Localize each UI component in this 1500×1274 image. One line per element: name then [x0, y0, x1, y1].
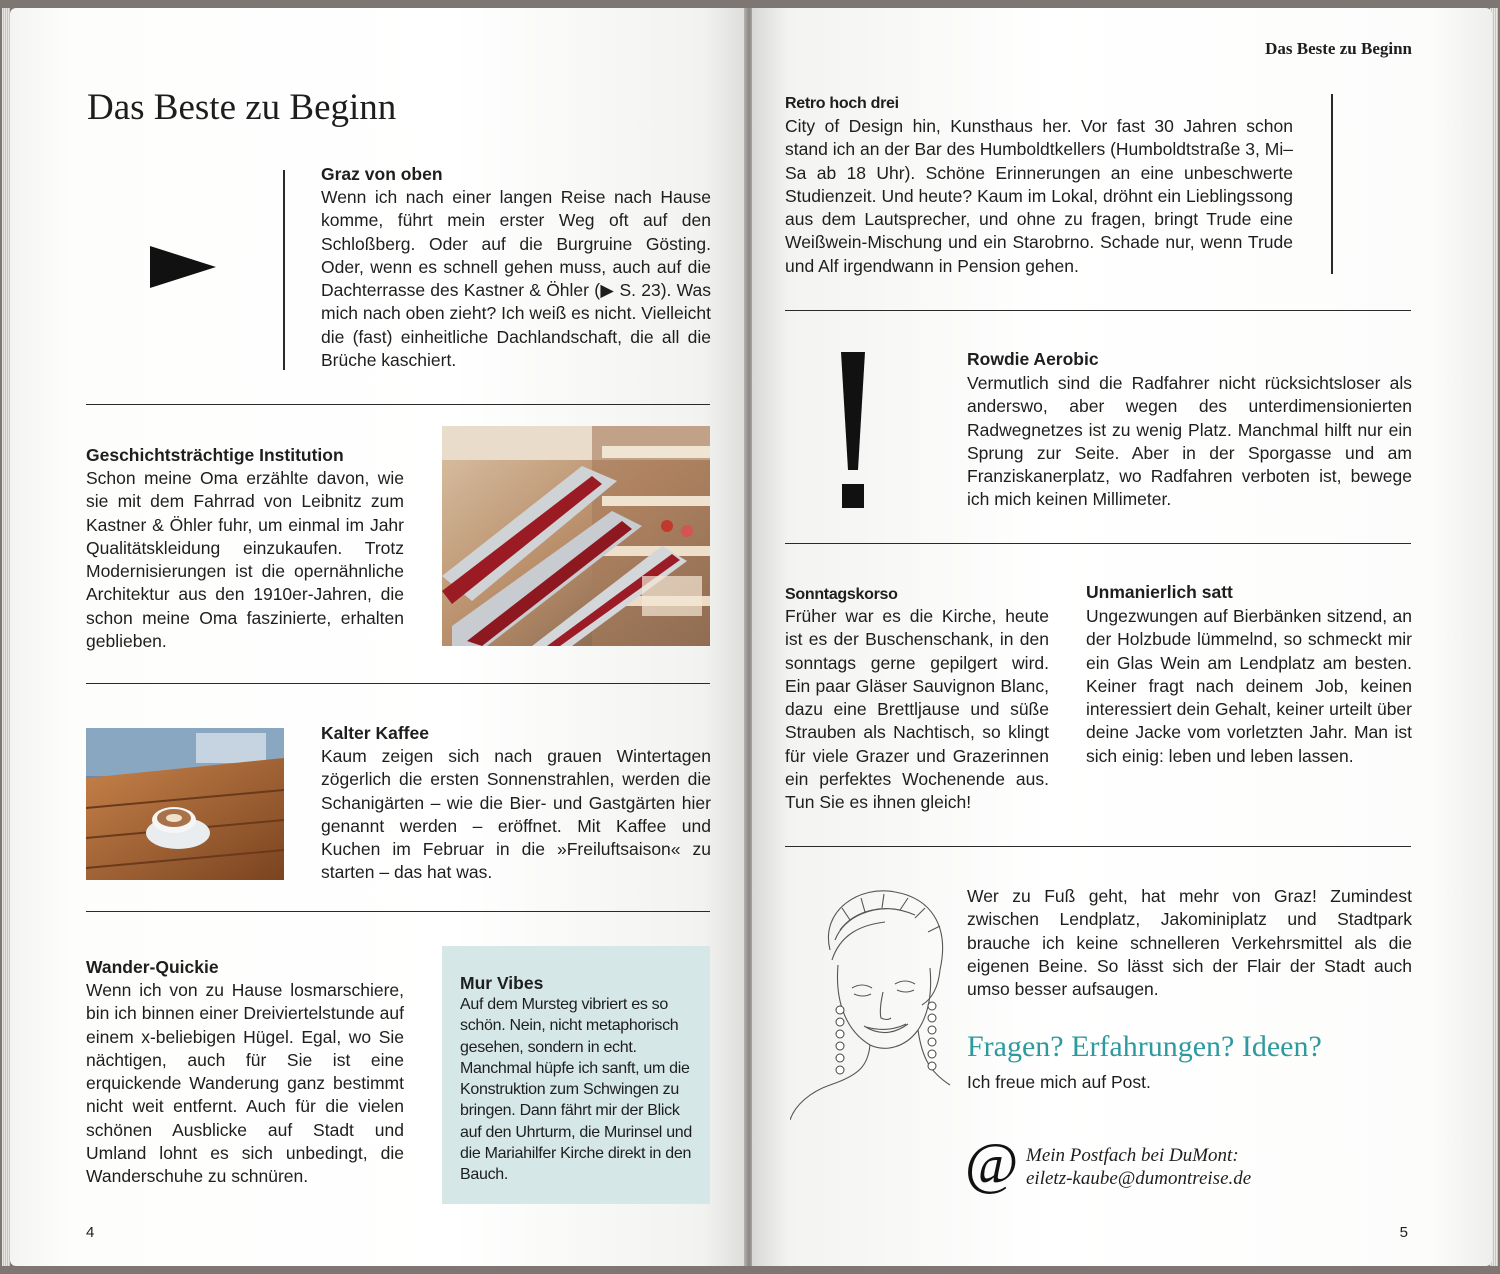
- section-divider: [785, 846, 1411, 847]
- section-heading: Sonntagskorso: [785, 586, 898, 603]
- box-heading: Mur Vibes: [460, 973, 544, 993]
- section-body: City of Design hin, Kunsthaus her. Vor fast 30 Jahren schon stand ich an der Bar des Humboldtkellers (Humboldtstraße 3, Mi–Sa ab 18 Uhr). Schöne Erinnerungen an eine unbeschwerte Studienzeit. Und heute? Kaum im Lokal, dröhnt ein Lieblingssong aus dem Lautsprecher, und ohne zu fragen, bringt Trude eine Weißwein-Mischung und ein Starobrno. Schade nur, wenn Trude und Alf irgendwann in Pension gehen.: [785, 116, 1293, 276]
- section-heading: Geschichtsträchtige Institution: [86, 445, 344, 465]
- vertical-divider: [283, 170, 285, 370]
- question-heading: Fragen? Erfahrungen? Ideen?: [967, 1030, 1322, 1063]
- vertical-divider: [1331, 94, 1333, 274]
- left-page: [10, 8, 748, 1266]
- section-body: Wenn ich nach einer langen Reise nach Hause komme, führt mein erster Weg oft auf den Schloßberg. Oder auf die Burgruine Gösting. Oder, wenn es schnell gehen muss, auch auf die Dachterrasse des Kastner & Öhler (▶ S. 23). Was mich nach oben zieht? Ich weiß es nicht. Vielleicht die (fast) einheitliche Dachlandschaft, die all die Brüche kaschiert.: [321, 187, 711, 371]
- email-link[interactable]: eiletz-kaube@dumontreise.de: [1026, 1168, 1252, 1189]
- section-body: Wenn ich von zu Hause losmarschiere, bin ich binnen einer Dreiviertelstunde auf einem x-beliebigen Hügel. Egal, wo Sie nächtigen, auch für Sie ist eine erquickende Wanderung ganz bestimmt nicht weit entfernt. Auch für die vielen schönen Ausblicke auf Stadt und Umland lohnt es sich unbedingt, die Wanderschuhe zu schnüren.: [86, 980, 404, 1187]
- author-note: Wer zu Fuß geht, hat mehr von Graz! Zumindest zwischen Lendplatz, Jakominiplatz und Stadtpark brauche ich keine schnelleren Verkehrsmittel als die eigenen Beine. So lässt sich der Flair der Stadt auch umso besser aufsaugen.: [967, 886, 1412, 1000]
- coffee-photo: [86, 728, 284, 880]
- section-body: Vermutlich sind die Radfahrer nicht rücksichtsloser als anderswo, aber wegen des unterdimensionierten Radwegnetzes ist zu wenig Platz. Manchmal hilft nur ein Sprung zur Seite. Aber in der Sporgasse und am Franziskanerplatz, wo Radfahren verboten ist, bewege ich mich keinen Millimeter.: [967, 373, 1412, 510]
- section-divider: [86, 911, 710, 912]
- section-heading: Kalter Kaffee: [321, 723, 429, 743]
- section-heading: Retro hoch drei: [785, 95, 899, 112]
- section-body: Schon meine Oma erzählte davon, wie sie mit dem Fahrrad von Leibnitz zum Kastner & Öhler fuhr, um einmal im Jahr Qualitätskleidung einzukaufen. Trotz Modernisierungen ist die opernähnliche Architektur aus den 1910er-Jahren, die schon meine Oma faszinierte, erhalten geblieben.: [86, 468, 404, 652]
- author-portrait-sketch: [790, 880, 960, 1120]
- section-body: Ungezwungen auf Bierbänken sitzend, an der Holzbude lümmelnd, so schmeckt mir ein Glas Wein am Lendplatz am besten. Keiner fragt nach deinem Job, keinen interessiert dein Gehalt, keiner urteilt über deine Jacke vom vorletzten Jahr. Man ist sich einig: leben und leben lassen.: [1086, 606, 1412, 766]
- section-divider: [785, 543, 1411, 544]
- box-body: Auf dem Mursteg vibriert es so schön. Nein, nicht metaphorisch gesehen, sondern in echt. Manchmal hüpfe ich sanft, um die Konstruktion zum Schwingen zu bringen. Dann fährt mir der Blick auf den Uhrturm, die Murinsel und die Mariahilfer Kirche direkt in den Bauch.: [460, 996, 692, 1184]
- section-body: Kaum zeigen sich nach grauen Wintertagen zögerlich die ersten Sonnenstrahlen, werden die Schanigärten – wie die Bier- und Gastgärten hier genannt werden – eröffnet. Mit Kaffee und Kuchen im Februar in die »Freiluftsaison« zu starten – das hat was.: [321, 746, 711, 883]
- section-divider: [785, 310, 1411, 311]
- section-divider: [86, 683, 710, 684]
- department-store-photo: [442, 426, 710, 646]
- page-number: 5: [1399, 1224, 1408, 1241]
- info-box: [442, 946, 710, 1204]
- section-body: Früher war es die Kirche, heute ist es der Buschenschank, in den sonntags gerne gepilgert wird. Ein paar Gläser Sauvignon Blanc, dazu eine Brettljause und süße Strauben als Nachtisch, so klingt für viele Grazer und Grazerinnen ein perfektes Wochenende aus. Tun Sie es ihnen gleich!: [785, 606, 1049, 813]
- section-heading: Graz von oben: [321, 164, 443, 184]
- arrow-right-icon: [148, 244, 218, 290]
- section-heading: Rowdie Aerobic: [967, 349, 1099, 369]
- mailbox-label: Mein Postfach bei DuMont:: [1026, 1145, 1239, 1166]
- page-title: Das Beste zu Beginn: [87, 87, 397, 128]
- section-divider: [86, 404, 710, 405]
- left-page-edges: [2, 8, 10, 1266]
- exclamation-icon: [838, 352, 868, 512]
- section-heading: Unmanierlich satt: [1086, 582, 1233, 602]
- question-subtext: Ich freue mich auf Post.: [967, 1072, 1151, 1092]
- at-icon: @: [965, 1131, 1019, 1196]
- right-page: [752, 8, 1492, 1266]
- running-head: Das Beste zu Beginn: [1265, 39, 1412, 58]
- section-heading: Wander-Quickie: [86, 957, 219, 977]
- page-number: 4: [86, 1224, 95, 1241]
